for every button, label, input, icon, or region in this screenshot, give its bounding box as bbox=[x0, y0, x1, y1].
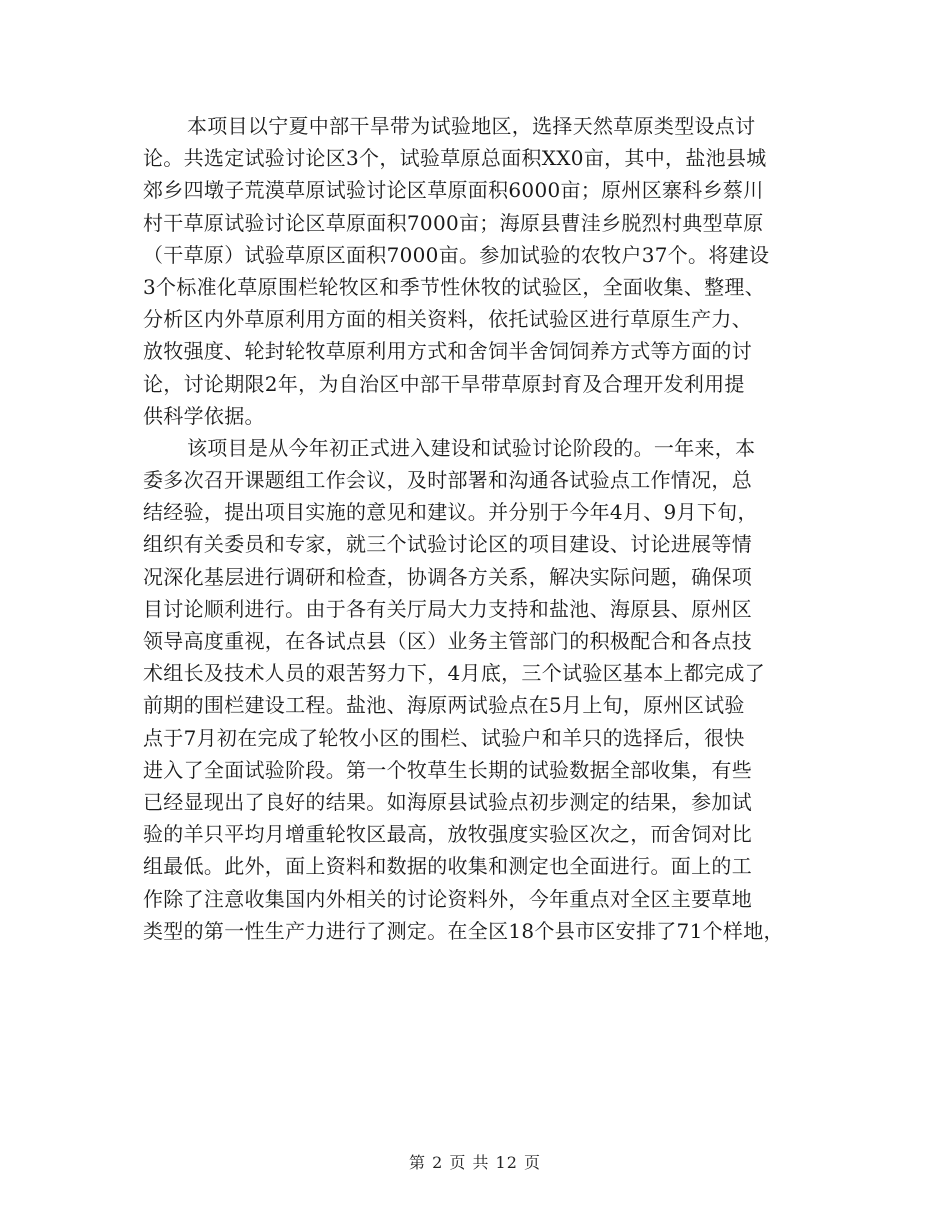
paragraph-1-line: 3个标准化草原围栏轮牧区和季节性休牧的试验区，全面收集、整理、 bbox=[143, 274, 766, 299]
paragraph-2-line: 类型的第一性生产力进行了测定。在全区18个县市区安排了71个样地， bbox=[143, 918, 784, 943]
paragraph-2-line: 术组长及技术人员的艰苦努力下，4月底，三个试验区基本上都完成了 bbox=[143, 661, 766, 686]
paragraph-2-line: 组最低。此外，面上资料和数据的收集和测定也全面进行。面上的工 bbox=[143, 854, 752, 879]
paragraph-1-line: 论。共选定试验讨论区3个，试验草原总面积XX0亩，其中，盐池县城 bbox=[143, 146, 767, 171]
paragraph-2-line: 领导高度重视，在各试点县（区）业务主管部门的积极配合和各点技 bbox=[143, 629, 752, 653]
page-number-footer: 第 2 页 共 12 页 bbox=[409, 1153, 541, 1172]
paragraph-2-line: 已经显现出了良好的结果。如海原县试验点初步测定的结果，参加试 bbox=[143, 789, 752, 814]
paragraph-2-line: 作除了注意收集国内外相关的讨论资料外，今年重点对全区主要草地 bbox=[143, 886, 752, 911]
paragraph-2-line: 委多次召开课题组工作会议，及时部署和沟通各试验点工作情况，总 bbox=[143, 468, 752, 493]
paragraph-1-line: 分析区内外草原利用方面的相关资料，依托试验区进行草原生产力、 bbox=[143, 307, 752, 332]
paragraph-2-line: 该项目是从今年初正式进入建设和试验讨论阶段的。一年来，本 bbox=[187, 435, 756, 460]
paragraph-2-line: 进入了全面试验阶段。第一个牧草生长期的试验数据全部收集，有些 bbox=[143, 757, 752, 782]
paragraph-1-line: 论，讨论期限2年，为自治区中部干旱带草原封育及合理开发利用提 bbox=[143, 371, 745, 396]
paragraph-1-line: 郊乡四墩子荒漠草原试验讨论区草原面积6000亩；原州区寨科乡蔡川 bbox=[143, 178, 764, 203]
paragraph-2-line: 目讨论顺利进行。由于各有关厅局大力支持和盐池、海原县、原州区 bbox=[143, 596, 752, 621]
body-text bbox=[143, 110, 823, 947]
paragraph-2-line: 验的羊只平均月增重轮牧区最高，放牧强度实验区次之，而舍饲对比 bbox=[143, 822, 752, 847]
paragraph-1-line: 放牧强度、轮封轮牧草原利用方式和舍饲半舍饲饲养方式等方面的讨 bbox=[143, 339, 752, 364]
paragraph-1-line: 供科学依据。 bbox=[143, 403, 265, 428]
paragraph-2-line: 结经验，提出项目实施的意见和建议。并分别于今年4月、9月下旬， bbox=[143, 500, 758, 525]
paragraph-2-line: 况深化基层进行调研和检查，协调各方关系，解决实际问题，确保项 bbox=[143, 564, 752, 589]
paragraph-2-line: 点于7月初在完成了轮牧小区的围栏、试验户和羊只的选择后，很快 bbox=[143, 725, 745, 750]
paragraph-1-line: （干草原）试验草原区面积7000亩。参加试验的农牧户37个。将建设 bbox=[143, 242, 770, 267]
paragraph-2-line: 前期的围栏建设工程。盐池、海原两试验点在5月上旬，原州区试验 bbox=[143, 693, 745, 718]
paragraph-1-line: 村干草原试验讨论区草原面积7000亩；海原县曹洼乡脱烈村典型草原 bbox=[143, 210, 764, 235]
paragraph-1-line: 本项目以宁夏中部干旱带为试验地区，选择天然草原类型设点讨 bbox=[187, 114, 756, 138]
paragraph-2-line: 组织有关委员和专家，就三个试验讨论区的项目建设、讨论进展等情 bbox=[143, 532, 752, 557]
